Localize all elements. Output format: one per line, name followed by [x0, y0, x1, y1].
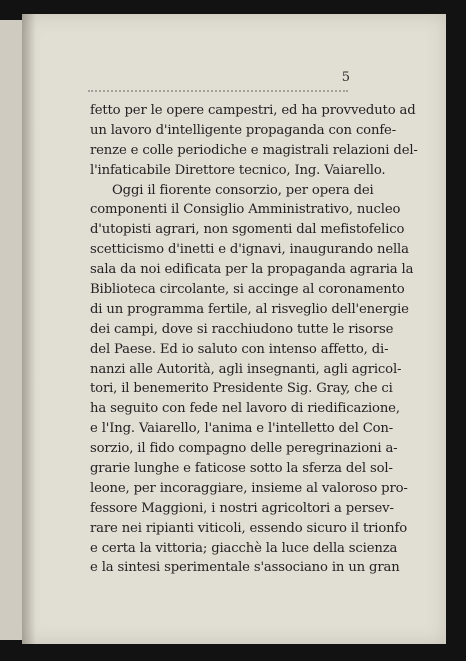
text-line: e la sintesi sperimentale s'associano in un gran	[90, 560, 400, 576]
text-line: renze e colle periodiche e magistrali relazioni del-	[90, 142, 418, 158]
text-line: rare nei ripianti viticoli, essendo sicuro il trionfo	[90, 520, 408, 536]
text-line: l'infaticabile Direttore tecnico, Ing. Vaiarello.	[90, 162, 386, 178]
text-line: Biblioteca circolante, si accinge al coronamento	[90, 282, 405, 298]
text-line: sala da noi edificata per la propaganda agraria la	[90, 262, 414, 278]
text-line: del Paese. Ed io saluto con intenso affetto, di-	[90, 341, 389, 357]
previous-page-edge	[0, 20, 23, 640]
text-line: scetticismo d'inetti e d'ignavi, inaugurando nella	[90, 242, 409, 258]
text-line: grarie lunghe e faticose sotto la sferza del sol-	[90, 461, 393, 477]
text-line: un lavoro d'intelligente propaganda con confe-	[90, 122, 397, 138]
body-text	[90, 101, 418, 578]
cropped-previous-line	[88, 86, 348, 95]
gutter-shadow	[22, 14, 36, 644]
text-line: e certa la vittoria; giacchè la luce della scienza	[90, 540, 398, 556]
text-line: Oggi il fiorente consorzio, per opera dei	[112, 182, 374, 198]
text-line: nanzi alle Autorità, agli insegnanti, agli agricol-	[90, 361, 402, 377]
text-line: tori, il benemerito Presidente Sig. Gray, che ci	[90, 381, 393, 397]
text-line: leone, per incoraggiare, insieme al valoroso pro-	[90, 480, 408, 496]
text-line: sorzio, il fido compagno delle peregrinazioni a-	[90, 441, 398, 457]
text-line: ha seguito con fede nel lavoro di riedificazione,	[90, 401, 400, 417]
text-line: d'utopisti agrari, non sgomenti dal mefistofelico	[90, 222, 405, 238]
text-line: fessore Maggioni, i nostri agricoltori a persev-	[90, 500, 394, 516]
text-line: fetto per le opere campestri, ed ha provveduto ad	[90, 103, 416, 118]
text-line: di un programma fertile, al risveglio dell'energie	[90, 301, 409, 317]
text-line: e l'Ing. Vaiarello, l'anima e l'intelletto del Con-	[90, 421, 394, 437]
text-line: componenti il Consiglio Amministrativo, nucleo	[90, 202, 401, 218]
book-page	[22, 14, 446, 644]
text-line: dei campi, dove si racchiudono tutte le risorse	[90, 321, 394, 337]
page-number: 5	[341, 70, 350, 85]
